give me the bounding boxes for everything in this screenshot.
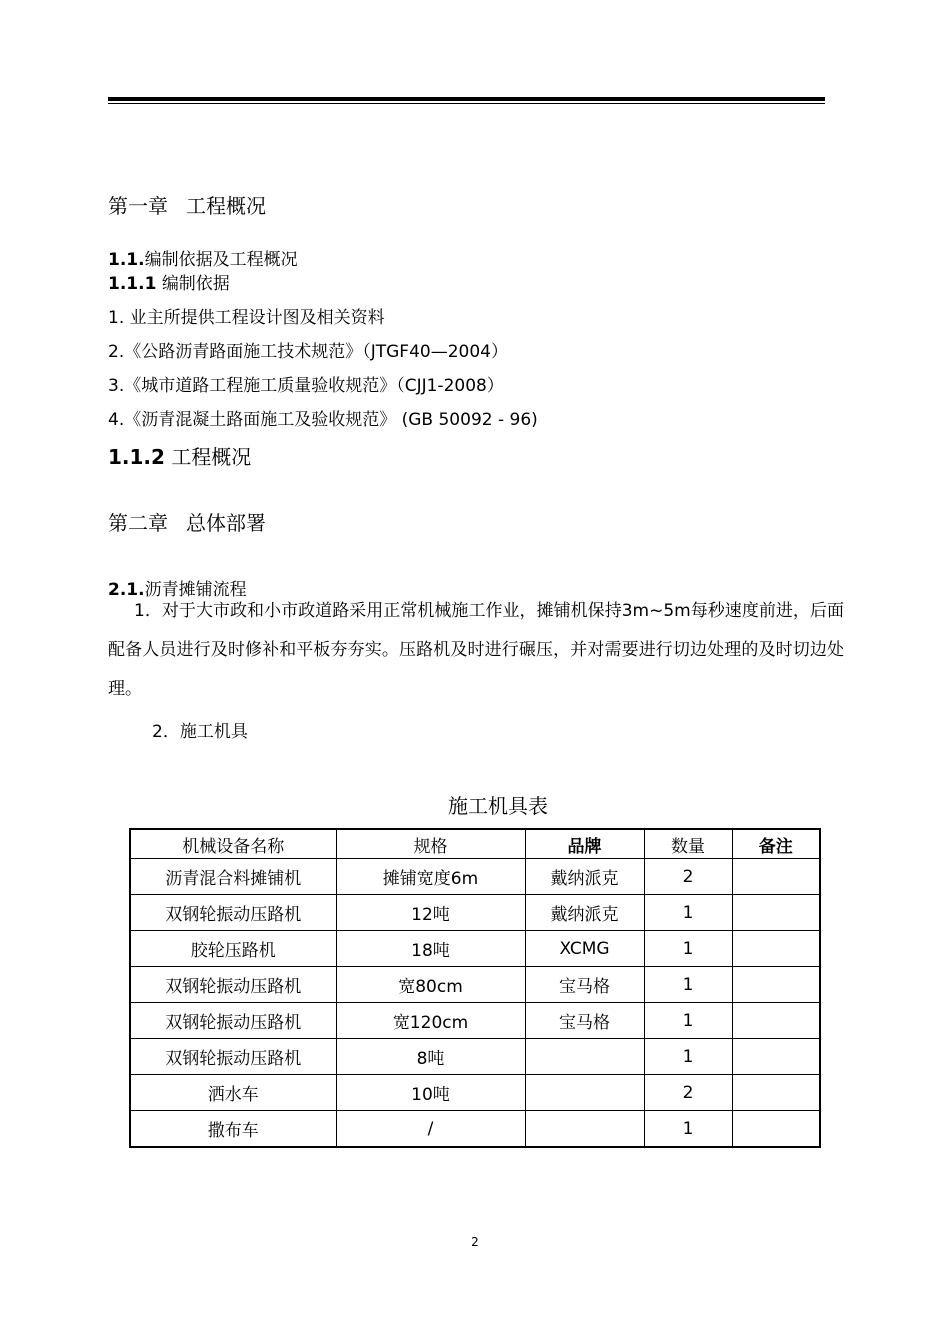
table-row [130,859,820,895]
section-1-1-1-title: 编制依据 [161,274,230,294]
table-cell: 1 [644,967,732,1003]
basis-item-4: 4.《沥青混凝土路面施工及验收规范》 (GB 50092 - 96) [108,410,538,430]
table-cell: / [336,1111,525,1148]
table-cell: 8吨 [336,1039,525,1075]
table-cell [525,1039,644,1075]
table-cell: 双钢轮振动压路机 [130,967,336,1003]
table-cell: 1 [644,1039,732,1075]
page-number: 2 [471,1235,479,1249]
basis-item-2: 2.《公路沥青路面施工技术规范》（JTGF40—2004） [108,342,508,362]
table-cell: 12吨 [336,895,525,931]
paragraph-equipment: 2．施工机具 [152,722,248,742]
table-cell: 沥青混合料摊铺机 [130,859,336,895]
table-cell: 宽120cm [336,1003,525,1039]
chapter2-num: 第二章 [108,511,168,535]
paragraph-paving [108,592,844,709]
basis-item-3: 3.《城市道路工程施工质量验收规范》（CJJ1-2008） [108,376,504,396]
section-1-1-title: 编制依据及工程概况 [144,250,298,270]
table-cell: 胶轮压路机 [130,931,336,967]
table-cell: 摊铺宽度6m [336,859,525,895]
table-cell: 戴纳派克 [525,859,644,895]
table-cell: 宝马格 [525,1003,644,1039]
table-row [130,895,820,931]
table-cell: 18吨 [336,931,525,967]
section-1-1-1-num: 1.1.1 [108,274,157,294]
table-row [130,1075,820,1111]
table-cell: 1 [644,1111,732,1148]
table-row [130,1111,820,1148]
section-1-1-2-title: 工程概况 [171,445,252,469]
table-row [130,931,820,967]
section-2-1-num: 2.1. [108,580,145,600]
table-cell: 1 [644,895,732,931]
header-rule-thin [108,103,825,104]
table-cell: 2 [644,859,732,895]
table-cell [732,1003,820,1039]
header-cell: 机械设备名称 [130,829,336,859]
table-cell: 1 [644,1003,732,1039]
table-cell [732,895,820,931]
chapter1-title: 工程概况 [186,194,266,218]
table-cell: 1 [644,931,732,967]
table-title: 施工机具表 [448,794,548,818]
table-cell [732,1039,820,1075]
table-cell: 双钢轮振动压路机 [130,1039,336,1075]
table-cell [732,859,820,895]
table-cell [525,1075,644,1111]
table-header-row [130,829,820,859]
table-cell: 宝马格 [525,967,644,1003]
table-cell [732,931,820,967]
table-row [130,1039,820,1075]
header-cell: 数量 [644,829,732,859]
section-1-1-heading [108,245,298,270]
header-rule [108,97,825,101]
table-row [130,1003,820,1039]
section-1-1-2-num: 1.1.2 [108,445,165,469]
table-cell: 双钢轮振动压路机 [130,895,336,931]
chapter2-title: 总体部署 [186,511,266,535]
table-cell: 戴纳派克 [525,895,644,931]
table-cell: 2 [644,1075,732,1111]
equipment-table [129,828,821,1148]
table-row [130,967,820,1003]
chapter2-heading [108,507,266,536]
table-cell: XCMG [525,931,644,967]
chapter1-heading [108,190,266,219]
table-cell: 洒水车 [130,1075,336,1111]
table-cell [732,1075,820,1111]
table-cell: 撒布车 [130,1111,336,1148]
table-cell [732,967,820,1003]
basis-item-1: 1. 业主所提供工程设计图及相关资料 [108,308,385,328]
section-1-1-2-heading [108,441,251,470]
table-cell: 双钢轮振动压路机 [130,1003,336,1039]
chapter1-num: 第一章 [108,194,168,218]
section-2-1-title: 沥青摊铺流程 [144,580,247,600]
table-cell: 10吨 [336,1075,525,1111]
header-cell: 品牌 [525,829,644,859]
section-1-1-1-heading [108,269,230,294]
paragraph-paving-text: 1．对于大市政和小市政道路采用正常机械施工作业，摊铺机保持3m~5m每秒速度前进，后面配备人员进行及时修补和平板夯夯实。压路机及时进行碾压，并对需要进行切边处理的及时切边处理。 [108,601,844,699]
table-cell: 宽80cm [336,967,525,1003]
table-cell [732,1111,820,1148]
section-1-1-num: 1.1. [108,250,145,270]
header-cell: 备注 [732,829,820,859]
table-cell [525,1111,644,1148]
header-cell: 规格 [336,829,525,859]
